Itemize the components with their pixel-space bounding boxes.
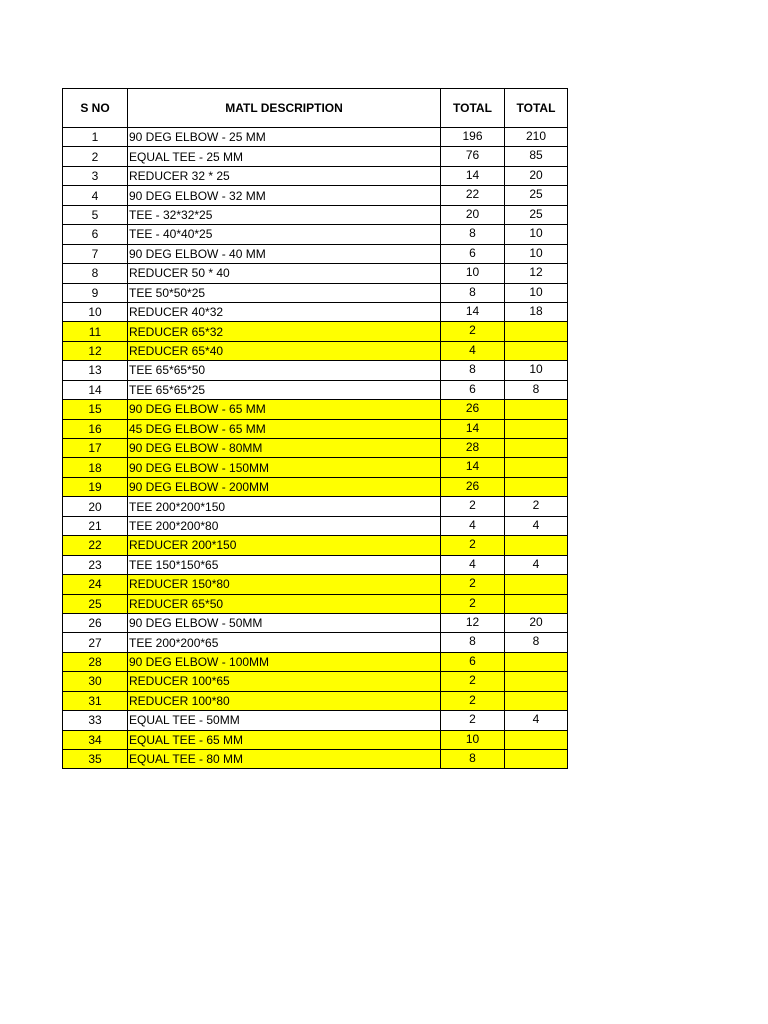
row-total-1: 4 [441, 341, 505, 360]
table-row [63, 283, 568, 302]
row-total-2: 20 [505, 613, 568, 632]
row-total-1: 6 [441, 380, 505, 399]
row-total-2: 10 [505, 283, 568, 302]
row-sno: 16 [63, 419, 128, 438]
row-sno: 3 [63, 166, 128, 185]
table-row [63, 750, 568, 769]
row-total-1: 6 [441, 652, 505, 671]
row-description: REDUCER 50 * 40 [128, 264, 441, 283]
row-total-1: 12 [441, 613, 505, 632]
table-row [63, 613, 568, 632]
row-total-2 [505, 439, 568, 458]
table-row [63, 711, 568, 730]
table-row [63, 186, 568, 205]
row-description: REDUCER 65*50 [128, 594, 441, 613]
row-total-2 [505, 419, 568, 438]
row-sno: 14 [63, 380, 128, 399]
row-total-1: 14 [441, 419, 505, 438]
row-total-2 [505, 477, 568, 496]
row-description: TEE 65*65*50 [128, 361, 441, 380]
row-total-1: 8 [441, 225, 505, 244]
row-sno: 23 [63, 555, 128, 574]
table-row [63, 322, 568, 341]
row-total-1: 26 [441, 400, 505, 419]
row-sno: 24 [63, 575, 128, 594]
row-total-2: 10 [505, 225, 568, 244]
table-row [63, 205, 568, 224]
row-sno: 21 [63, 516, 128, 535]
row-description: TEE 50*50*25 [128, 283, 441, 302]
row-total-1: 4 [441, 516, 505, 535]
row-total-2 [505, 730, 568, 749]
row-total-2: 20 [505, 166, 568, 185]
row-total-2 [505, 458, 568, 477]
row-total-2 [505, 594, 568, 613]
row-total-1: 14 [441, 302, 505, 321]
row-description: TEE 65*65*25 [128, 380, 441, 399]
row-total-1: 10 [441, 264, 505, 283]
row-total-2: 8 [505, 380, 568, 399]
row-description: TEE 150*150*65 [128, 555, 441, 574]
row-description: 90 DEG ELBOW - 50MM [128, 613, 441, 632]
row-total-1: 8 [441, 633, 505, 652]
row-sno: 5 [63, 205, 128, 224]
table-row [63, 536, 568, 555]
row-sno: 30 [63, 672, 128, 691]
row-total-1: 2 [441, 322, 505, 341]
row-total-1: 8 [441, 750, 505, 769]
row-description: 90 DEG ELBOW - 80MM [128, 439, 441, 458]
row-total-1: 2 [441, 497, 505, 516]
row-sno: 35 [63, 750, 128, 769]
row-description: EQUAL TEE - 65 MM [128, 730, 441, 749]
row-description: 90 DEG ELBOW - 25 MM [128, 128, 441, 147]
row-total-2: 2 [505, 497, 568, 516]
row-total-2: 85 [505, 147, 568, 166]
table-row [63, 516, 568, 535]
row-sno: 15 [63, 400, 128, 419]
row-sno: 9 [63, 283, 128, 302]
row-description: REDUCER 32 * 25 [128, 166, 441, 185]
row-total-1: 2 [441, 536, 505, 555]
row-total-2: 4 [505, 516, 568, 535]
row-total-1: 14 [441, 458, 505, 477]
row-total-1: 196 [441, 128, 505, 147]
table-row [63, 380, 568, 399]
row-total-2: 4 [505, 711, 568, 730]
header-total-1: TOTAL [441, 89, 505, 128]
table-row [63, 166, 568, 185]
header-sno: S NO [63, 89, 128, 128]
row-sno: 2 [63, 147, 128, 166]
row-total-2: 12 [505, 264, 568, 283]
material-table [62, 88, 568, 769]
table-row [63, 652, 568, 671]
row-sno: 11 [63, 322, 128, 341]
row-sno: 7 [63, 244, 128, 263]
header-description: MATL DESCRIPTION [128, 89, 441, 128]
row-total-2: 10 [505, 361, 568, 380]
row-sno: 28 [63, 652, 128, 671]
row-total-1: 4 [441, 555, 505, 574]
row-sno: 27 [63, 633, 128, 652]
row-total-1: 20 [441, 205, 505, 224]
row-total-2: 10 [505, 244, 568, 263]
row-total-2 [505, 672, 568, 691]
row-description: 90 DEG ELBOW - 200MM [128, 477, 441, 496]
table-row [63, 400, 568, 419]
row-total-1: 76 [441, 147, 505, 166]
row-sno: 22 [63, 536, 128, 555]
table-row [63, 575, 568, 594]
row-total-2: 4 [505, 555, 568, 574]
row-total-2 [505, 652, 568, 671]
row-total-2 [505, 750, 568, 769]
row-description: REDUCER 100*65 [128, 672, 441, 691]
row-description: TEE 200*200*65 [128, 633, 441, 652]
row-sno: 10 [63, 302, 128, 321]
row-sno: 25 [63, 594, 128, 613]
table-row [63, 264, 568, 283]
table-row [63, 361, 568, 380]
table-body [63, 128, 568, 769]
row-description: REDUCER 100*80 [128, 691, 441, 710]
row-sno: 1 [63, 128, 128, 147]
row-sno: 13 [63, 361, 128, 380]
row-description: EQUAL TEE - 80 MM [128, 750, 441, 769]
row-total-1: 14 [441, 166, 505, 185]
row-description: TEE 200*200*150 [128, 497, 441, 516]
table-row [63, 497, 568, 516]
row-total-2 [505, 536, 568, 555]
row-total-2: 25 [505, 205, 568, 224]
table-row [63, 594, 568, 613]
row-sno: 8 [63, 264, 128, 283]
table-row [63, 477, 568, 496]
row-description: REDUCER 150*80 [128, 575, 441, 594]
row-description: 45 DEG ELBOW - 65 MM [128, 419, 441, 438]
table-row [63, 225, 568, 244]
row-sno: 34 [63, 730, 128, 749]
row-total-2 [505, 322, 568, 341]
row-description: REDUCER 200*150 [128, 536, 441, 555]
row-description: TEE - 40*40*25 [128, 225, 441, 244]
row-sno: 19 [63, 477, 128, 496]
row-total-2 [505, 575, 568, 594]
row-description: TEE 200*200*80 [128, 516, 441, 535]
row-sno: 17 [63, 439, 128, 458]
row-description: 90 DEG ELBOW - 65 MM [128, 400, 441, 419]
row-total-1: 2 [441, 575, 505, 594]
table-row [63, 244, 568, 263]
row-total-1: 8 [441, 361, 505, 380]
row-sno: 4 [63, 186, 128, 205]
table-row [63, 458, 568, 477]
table-row [63, 419, 568, 438]
row-description: 90 DEG ELBOW - 32 MM [128, 186, 441, 205]
row-sno: 6 [63, 225, 128, 244]
table-row [63, 555, 568, 574]
row-total-1: 28 [441, 439, 505, 458]
row-total-2: 18 [505, 302, 568, 321]
row-total-2 [505, 341, 568, 360]
table-row [63, 341, 568, 360]
row-description: 90 DEG ELBOW - 150MM [128, 458, 441, 477]
table-row [63, 691, 568, 710]
row-total-1: 8 [441, 283, 505, 302]
row-description: EQUAL TEE - 25 MM [128, 147, 441, 166]
row-description: REDUCER 40*32 [128, 302, 441, 321]
table-row [63, 672, 568, 691]
table-row [63, 147, 568, 166]
row-description: EQUAL TEE - 50MM [128, 711, 441, 730]
row-total-1: 6 [441, 244, 505, 263]
row-sno: 26 [63, 613, 128, 632]
row-total-2 [505, 691, 568, 710]
row-total-1: 10 [441, 730, 505, 749]
header-row [63, 89, 568, 128]
table-row [63, 730, 568, 749]
row-total-1: 2 [441, 691, 505, 710]
table-row [63, 633, 568, 652]
row-total-1: 2 [441, 594, 505, 613]
row-sno: 20 [63, 497, 128, 516]
row-total-2 [505, 400, 568, 419]
row-total-1: 26 [441, 477, 505, 496]
row-description: 90 DEG ELBOW - 100MM [128, 652, 441, 671]
row-total-1: 2 [441, 711, 505, 730]
row-sno: 31 [63, 691, 128, 710]
table-row [63, 439, 568, 458]
row-description: REDUCER 65*40 [128, 341, 441, 360]
row-total-2: 8 [505, 633, 568, 652]
header-total-2: TOTAL [505, 89, 568, 128]
row-sno: 18 [63, 458, 128, 477]
table-row [63, 128, 568, 147]
row-sno: 33 [63, 711, 128, 730]
row-total-2: 25 [505, 186, 568, 205]
row-description: TEE - 32*32*25 [128, 205, 441, 224]
row-total-1: 22 [441, 186, 505, 205]
row-description: REDUCER 65*32 [128, 322, 441, 341]
row-total-1: 2 [441, 672, 505, 691]
table-row [63, 302, 568, 321]
row-sno: 12 [63, 341, 128, 360]
row-description: 90 DEG ELBOW - 40 MM [128, 244, 441, 263]
row-total-2: 210 [505, 128, 568, 147]
